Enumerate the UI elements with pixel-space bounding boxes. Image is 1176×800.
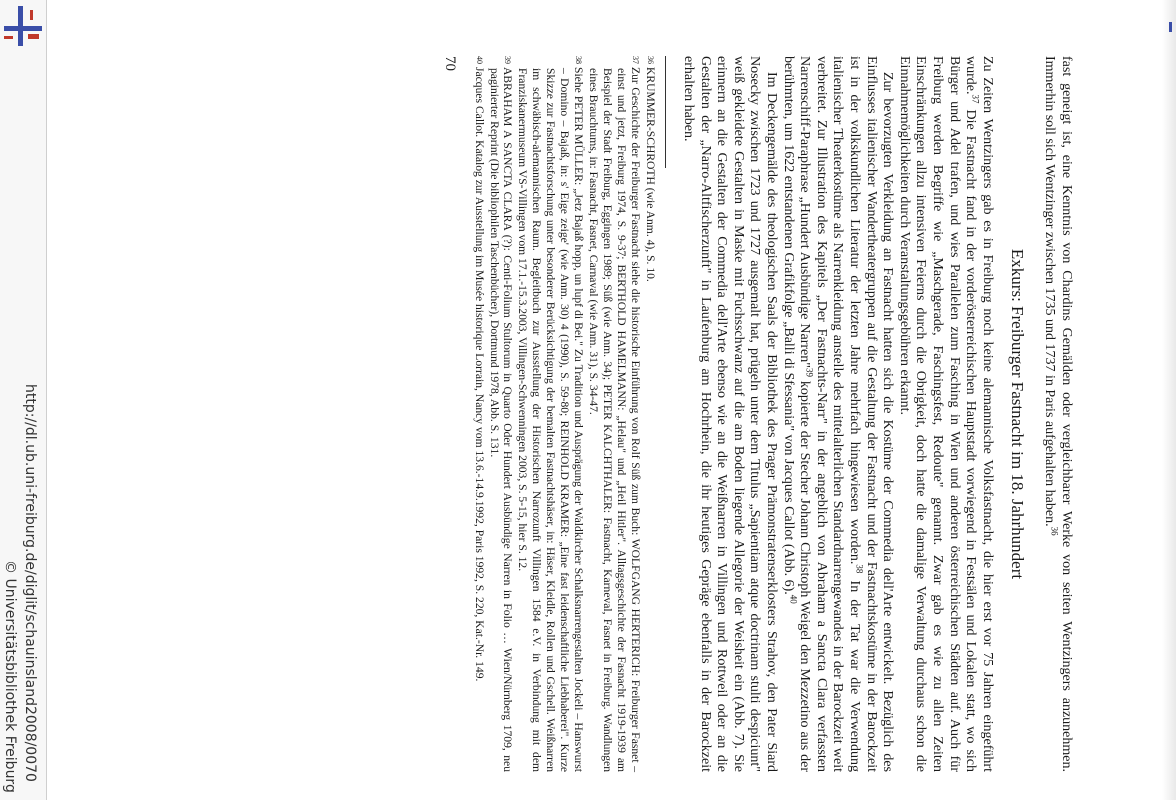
footnote: $^{39}$ABRAHAM A SANCTA CLARA (?): Centi-Folium Stultorum in Quarto Oder Hundert Ausbündige Narren in Folio … Wien/Nürnberg 1709, neu paginierter Reprint (Die bibliophilen Taschenbücher), Dortmund 1978, Abb. S. 131. bbox=[487, 56, 515, 772]
footnote: $^{37}$Zur Geschichte der Freiburger Fastnacht siehe die historische Einführung von Rolf Süß zum Buch: WOLFGANG HERTERICH: Freiburger Fasnet – einst und jetzt, Freiburg 1974, S. 9-37; BERTHOLD HAMELMANN: „Helau" und „Heil Hitler". Alltagsgeschichte der Fasnacht 1919-1939 am Beispiel der Stadt Freiburg, Eggingen 1989; Süß (wie Anm. 34); PETER KALCHTHALER: Fastnacht, Karneval, Fasnet in Freiburg. Wandlungen eines Brauchtums, in: Fasnacht, Fasnet, Carnaval (wie Anm. 31), S. 34-47. bbox=[586, 56, 642, 772]
edge-marker bbox=[1169, 22, 1172, 32]
note-ref-38: 38 bbox=[854, 564, 865, 574]
footnote: $^{40}$Jacques Callot. Katalog zur Ausstellung im Musée historique Lorrain, Nancy vom 13.6.-14.9.1992, Paris 1992, S. 220, Kat.-Nr. 149. bbox=[472, 56, 486, 682]
viewer-sidebar bbox=[0, 0, 47, 800]
paragraph-3: Im Deckengemälde des theologischen Saals der Bibliothek des Prager Prämonstratenserklosters Strahov, den Pater Siard Nosecky zwischen 1723 und 1727 ausgemalt hat, prügeln unter dem Titulus „Sapientiam atque doctrinam stulti despiciunt" weiß gekleidete Gestalten in Maske mit Fuchsschwanz auf die am Boden liegende Allegorie der Weisheit ein (Abb. 7). Sie erinnern an die Gestalten der Commedia dell'Arte ebenso wie an die Weißnarren in Villingen und Rottweil oder an die Gestalten der „Narro-Altfischerzunft" in Laufenburg am Hochrhein, die ihr heutiges Gepräge ebenfalls in der Barockzeit erhalten haben. bbox=[681, 56, 780, 772]
copyright-notice: © Universitätsbibliothek Freiburg bbox=[2, 560, 18, 793]
footnote: $^{36}$KRUMMER-SCHROTH (wie Anm. 4), S. 10. bbox=[643, 56, 657, 282]
scanned-page bbox=[110, 56, 1074, 772]
footnotes bbox=[472, 56, 657, 772]
page-number: 70 bbox=[441, 56, 458, 71]
scan-edge bbox=[1162, 0, 1176, 800]
footnote-divider bbox=[665, 56, 666, 168]
note-ref-40: 40 bbox=[788, 594, 799, 604]
source-url[interactable]: http://dl.ub.uni-freiburg.de/diglit/schauinsland2008/0070 bbox=[22, 384, 38, 782]
paragraph-1: Zu Zeiten Wentzingers gab es in Freiburg noch keine alemannische Volksfastnacht, die hier erst vor 75 Jahren eingeführt wurde.$^{37}$ Die Fastnacht fand in der vorderösterreichischen Hauptstadt vorwiegend in Festsälen und Lokalen statt, wo sich Bürger und Adel trafen, und wies Parallelen zum Fasching in Wien und anderen österreichischen Städten auf. Auch für Freiburg werden Begriffe wie „Maschgerade, Faschingsfest, Redoute" genannt. Zwar gab es wie zu allen Zeiten Einschränkungen allzu intensiven Feierns durch die Obrigkeit, doch hatte die damalige Verwaltung durchaus schon die Einnahmemöglichkeiten durch Veranstaltungsgebühren erkannt. bbox=[896, 56, 995, 772]
footnote: $^{38}$Siehe PETER MÜLLER: „Jetz Bajaß hopp, un lupf di Bei." Zu Tradition und Ausprägung der Waldkircher Schalksnarrengestalten Jockeli – Hanswurst – Domino – Bajaß, in: s' Eige zeige' (wie Anm. 30) 4 (1990), S. 59-80; REINHOLD KRAMER: „Eine fast leidenschaftliche Liebhaberei". Kurze Skizze zur Fastnachtsforschung unter besonderer Berücksichtigung der bemalten Fastnachtshäser, in: Häser, Kleidle, Rollen und Gschell. Weißnarren im schwäbisch-alemannischen Raum. Begleitbuch zur Ausstellung der Historischen Narrozunft Villingen 1584 e.V. in Verbindung mit dem Franziskanermuseum VS-Villingen vom 17.1.-15.3.2003, Villingen-Schwenningen 2003, S. 5-15, hier S. 12. bbox=[516, 56, 585, 772]
section-heading: Exkurs: Freiburger Fastnacht im 18. Jahrhundert bbox=[1007, 248, 1027, 580]
note-ref-36: 36 bbox=[1050, 526, 1061, 536]
intro-paragraph: fast geneigt ist, eine Kenntnis von Chardins Gemälden oder vergleichbarer Werke von seiten Wentzingers anzunehmen. Immerhin soll sich Wentzinger zwischen 1735 und 1737 in Paris aufgehalten haben.$^{36}$ bbox=[1042, 56, 1074, 772]
paragraph-2: Zur bevorzugten Verkleidung an Fastnacht hatten sich die Kostüme der Commedia dell'Arte entwickelt. Bezüglich des Einflusses italienischer Wandertheatergruppen auf die Gestaltung der Fastnacht und der Fastnachtskostüme in der Barockzeit ist in der volkskundlichen Literatur der letzten Jahre mehrfach hingewiesen worden.$^{38}$ In der Tat war die Verwendung italienischer Theaterkostüme als Narrenkleidung anstelle des mittelalterlichen Standardnarrengewandes in der Barockzeit weit verbreitet. Zur Illustration des Kapitels „Der Fastnachts-Narr" in der angeblich von Abraham a Sancta Clara verfassten Narrenschiff-Paraphrase „Hundert Ausbündige Narren"$^{39}$ kopierte der Stecher Johann Christoph Weigel den Mezzetino aus der berühmten, um 1622 entstandenen Grafikfolge „Balli di Sfessania" von Jacques Callot (Abb. 6).$^{40}$ bbox=[780, 56, 896, 772]
note-ref-37: 37 bbox=[970, 94, 981, 104]
source-credit bbox=[0, 0, 46, 800]
note-ref-39: 39 bbox=[804, 367, 815, 377]
